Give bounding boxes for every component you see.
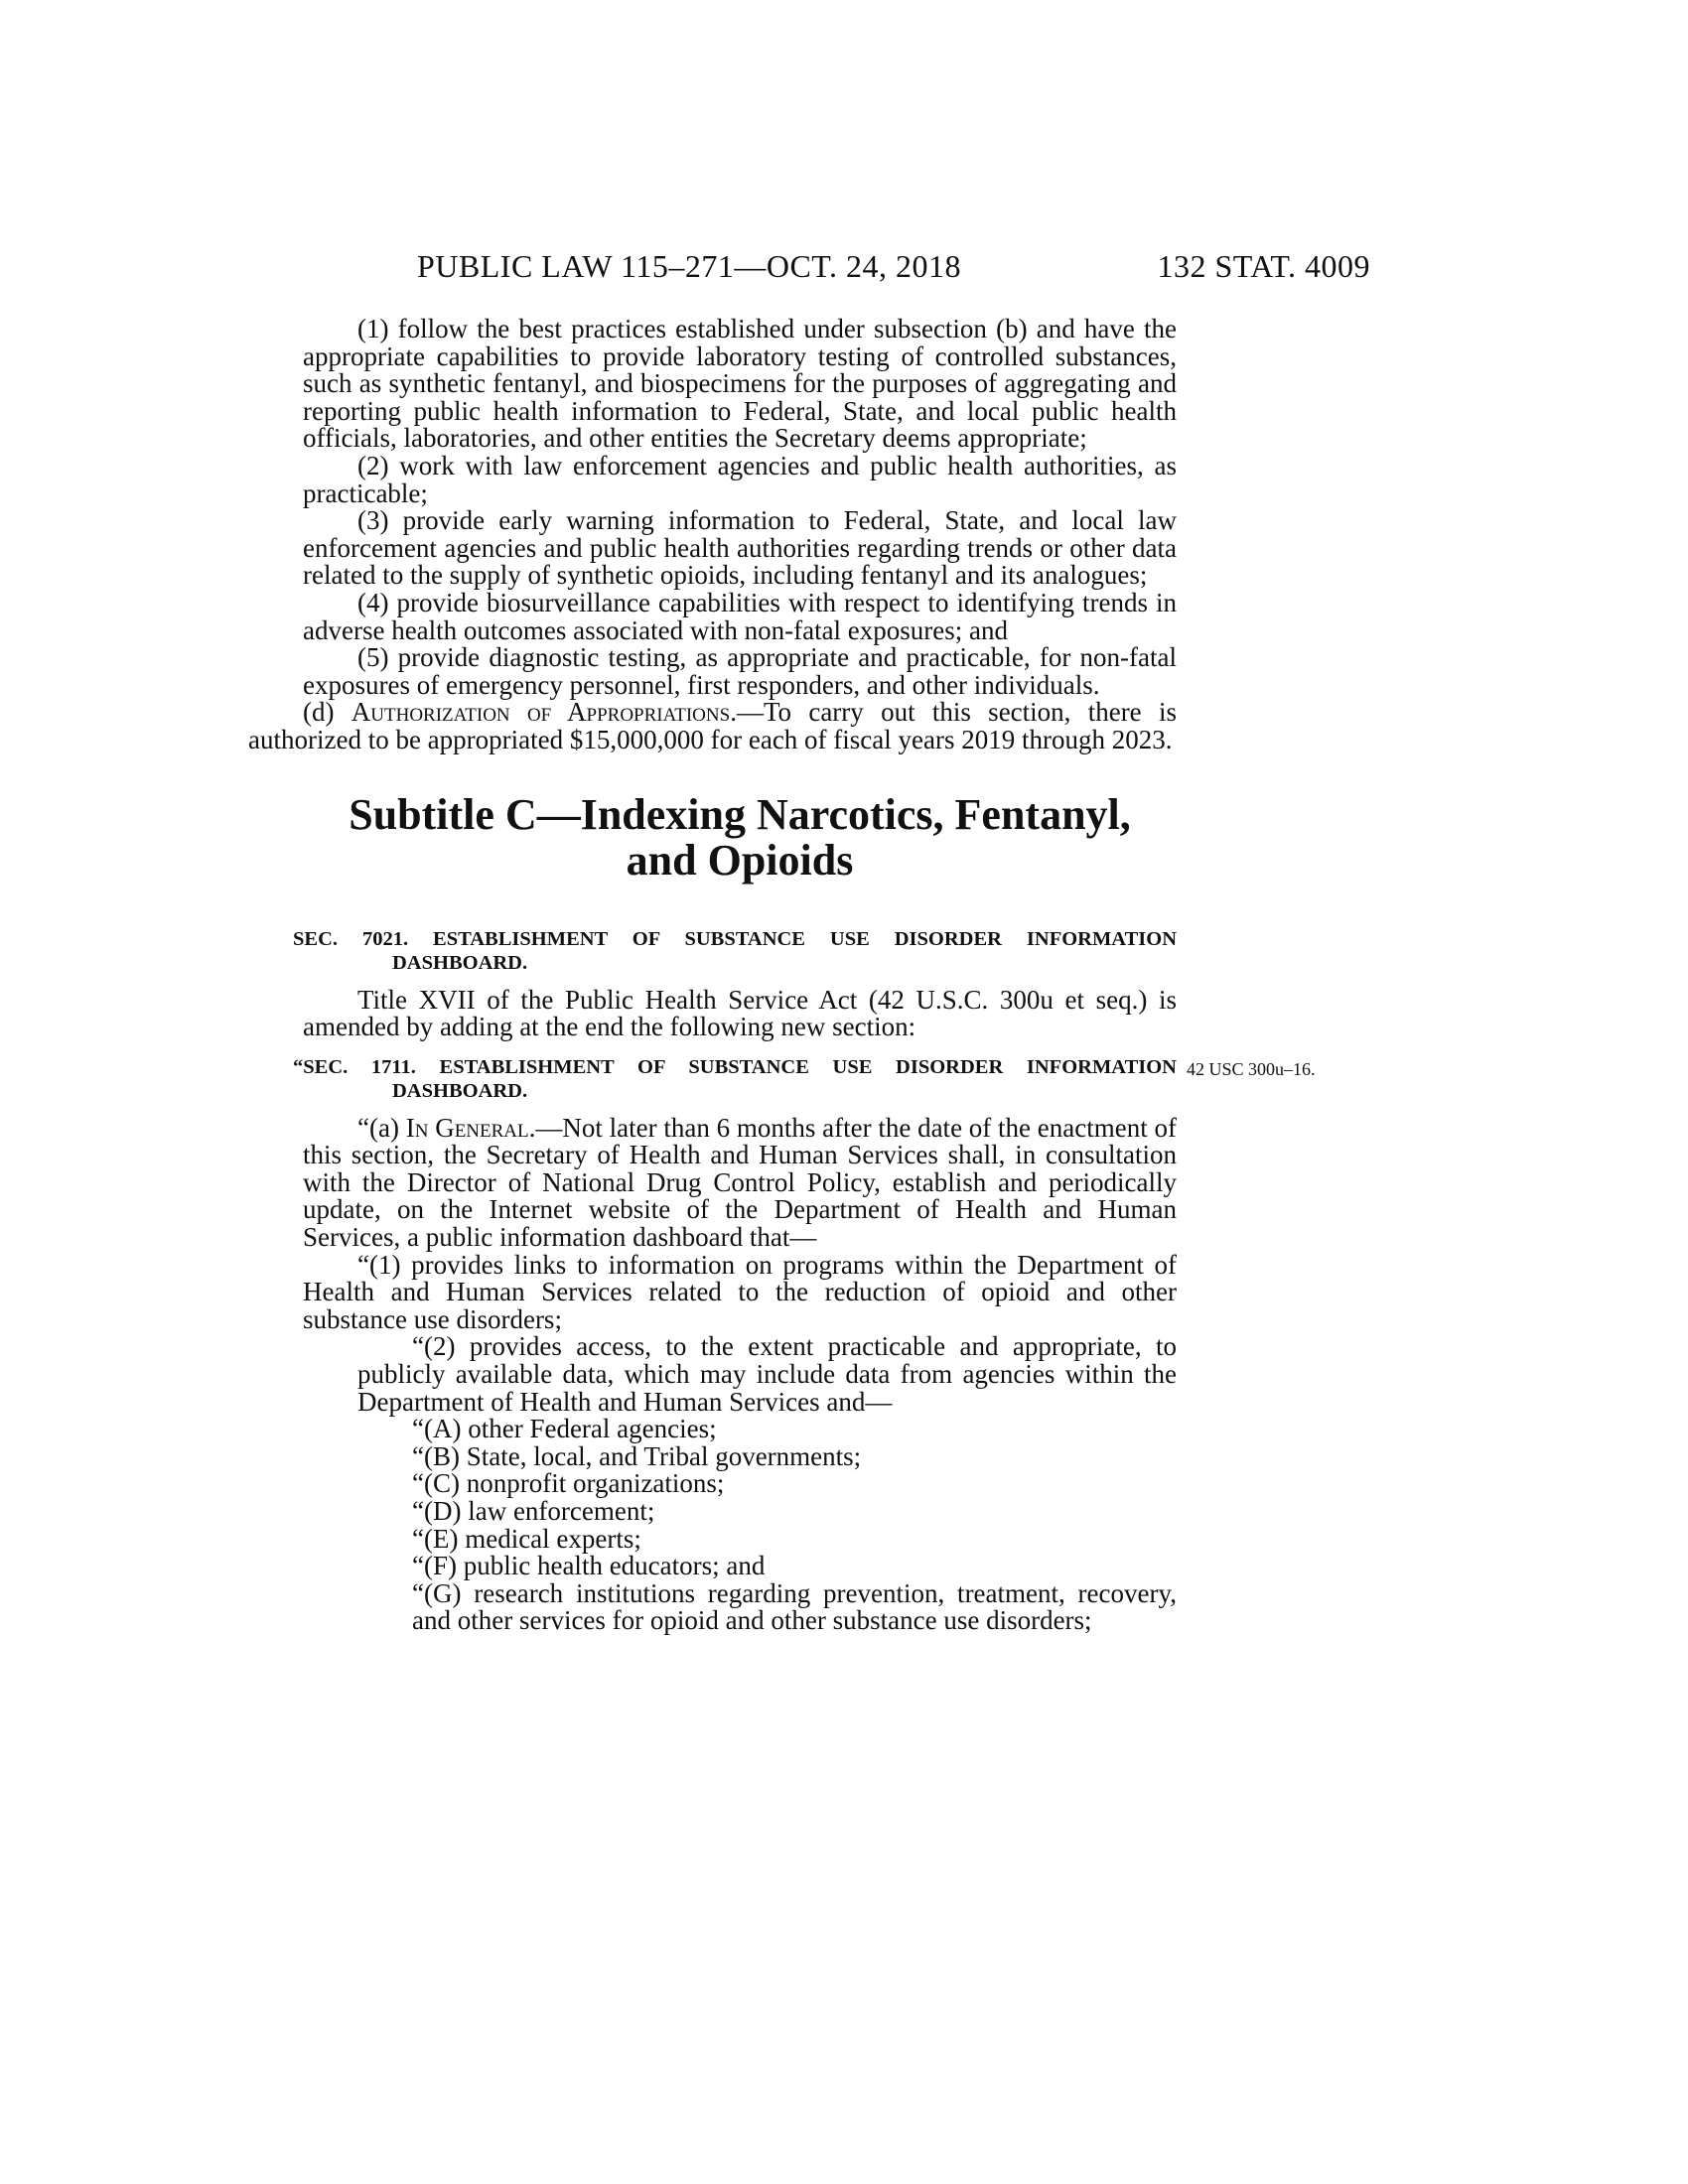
margin-citation-note: 42 USC 300u–16. bbox=[1187, 1058, 1316, 1079]
dashboard-item-2-text: “(2) provides access, to the extent practicable and appropriate, to publicly available data, which may include data from agencies within the Department of Health and Human Services and— bbox=[357, 1331, 1177, 1417]
agency-item-c: “(C) nonprofit organizations; bbox=[412, 1468, 725, 1499]
agency-item-b: “(B) State, local, and Tribal governments; bbox=[412, 1440, 862, 1471]
body-text-column bbox=[248, 314, 1316, 1636]
subtitle-heading bbox=[303, 789, 1177, 885]
paragraph-item-2: (2) work with law enforcement agencies and public health authorities, as practicable; bbox=[303, 450, 1177, 508]
dashboard-item-1 bbox=[248, 1249, 1177, 1334]
subsection-a-heading: In General bbox=[405, 1112, 529, 1143]
page-header bbox=[0, 248, 1688, 288]
paragraph-item-5: (5) provide diagnostic testing, as appropriate and practicable, for non-fatal exposures of emergency personnel, first responders, and other individuals. bbox=[303, 642, 1177, 700]
agency-item-f: “(F) public health educators; and bbox=[412, 1551, 766, 1581]
paragraph-item-3: (3) provide early warning information to Federal, State, and local law enforcement agencies and public health authorities regarding trends or other data related to the supply of synthetic opioids, including fentanyl and its analogues; bbox=[303, 505, 1177, 591]
dashboard-item-2 bbox=[303, 1333, 1177, 1416]
section-1711-heading: “SEC. 1711. ESTABLISHMENT OF SUBSTANCE USE DISORDER INFORMATION DASHBOARD. bbox=[293, 1055, 1177, 1102]
subtitle-line-2: and Opioids bbox=[626, 835, 854, 885]
section-7021-heading: SEC. 7021. ESTABLISHMENT OF SUBSTANCE USE DISORDER INFORMATION DASHBOARD. bbox=[293, 927, 1177, 974]
subtitle-line-1: Subtitle C—Indexing Narcotics, Fentanyl, bbox=[349, 789, 1131, 839]
agency-item-g bbox=[303, 1577, 1177, 1636]
subsection-a bbox=[303, 1112, 1177, 1253]
section-7021-text: Title XVII of the Public Health Service Act (42 U.S.C. 300u et seq.) is amended by adding at the end the following new section: bbox=[303, 984, 1177, 1042]
section-1711-heading-block bbox=[293, 1055, 1316, 1103]
paragraph-item-1: (1) follow the best practices established under subsection (b) and have the appropriate capabilities to provide laboratory testing of controlled substances, such as synthetic fentanyl, and biospecimens for the purposes of aggregating and reporting public health information to Federal, State, and local public health officials, laboratories, and other entities the Secretary deems appropriate; bbox=[303, 314, 1177, 454]
subsection-d bbox=[248, 699, 1177, 753]
page-stat-number: 132 STAT. 4009 bbox=[1157, 248, 1370, 284]
agency-item-e: “(E) medical experts; bbox=[412, 1523, 641, 1554]
agency-item-a: “(A) other Federal agencies; bbox=[412, 1414, 717, 1444]
subsection-d-text: .—To carry out this section, there is authorized to be appropriated $15,000,000 for each of fiscal years 2019 through 2023. bbox=[248, 697, 1177, 754]
subsection-d-heading: Authorization of Appropriations bbox=[351, 697, 731, 728]
paragraph-item-4: (4) provide biosurveillance capabilities with respect to identifying trends in adverse health outcomes associated with non-fatal exposures; and bbox=[303, 587, 1177, 645]
subsection-a-text: .—Not later than 6 months after the date of the enactment of this section, the Secretary of Health and Human Services shall, in consultation with the Director of National Drug Control Policy, establish and periodically update, on the Internet website of the Department of Health and Human Services, a public information dashboard that— bbox=[303, 1112, 1177, 1253]
running-head-title: PUBLIC LAW 115–271—OCT. 24, 2018 bbox=[417, 248, 961, 284]
subsection-d-label: (d) bbox=[303, 697, 352, 728]
agency-item-d: “(D) law enforcement; bbox=[412, 1496, 655, 1526]
subsection-a-label: “(a) bbox=[357, 1112, 406, 1143]
agency-item-g-text: “(G) research institutions regarding prevention, treatment, recovery, and other services for opioid and other substance use disorders; bbox=[412, 1577, 1177, 1636]
dashboard-item-1-text: “(1) provides links to information on programs within the Department of Health and Human Services related to the reduction of opioid and other substance use disorders; bbox=[303, 1249, 1177, 1334]
